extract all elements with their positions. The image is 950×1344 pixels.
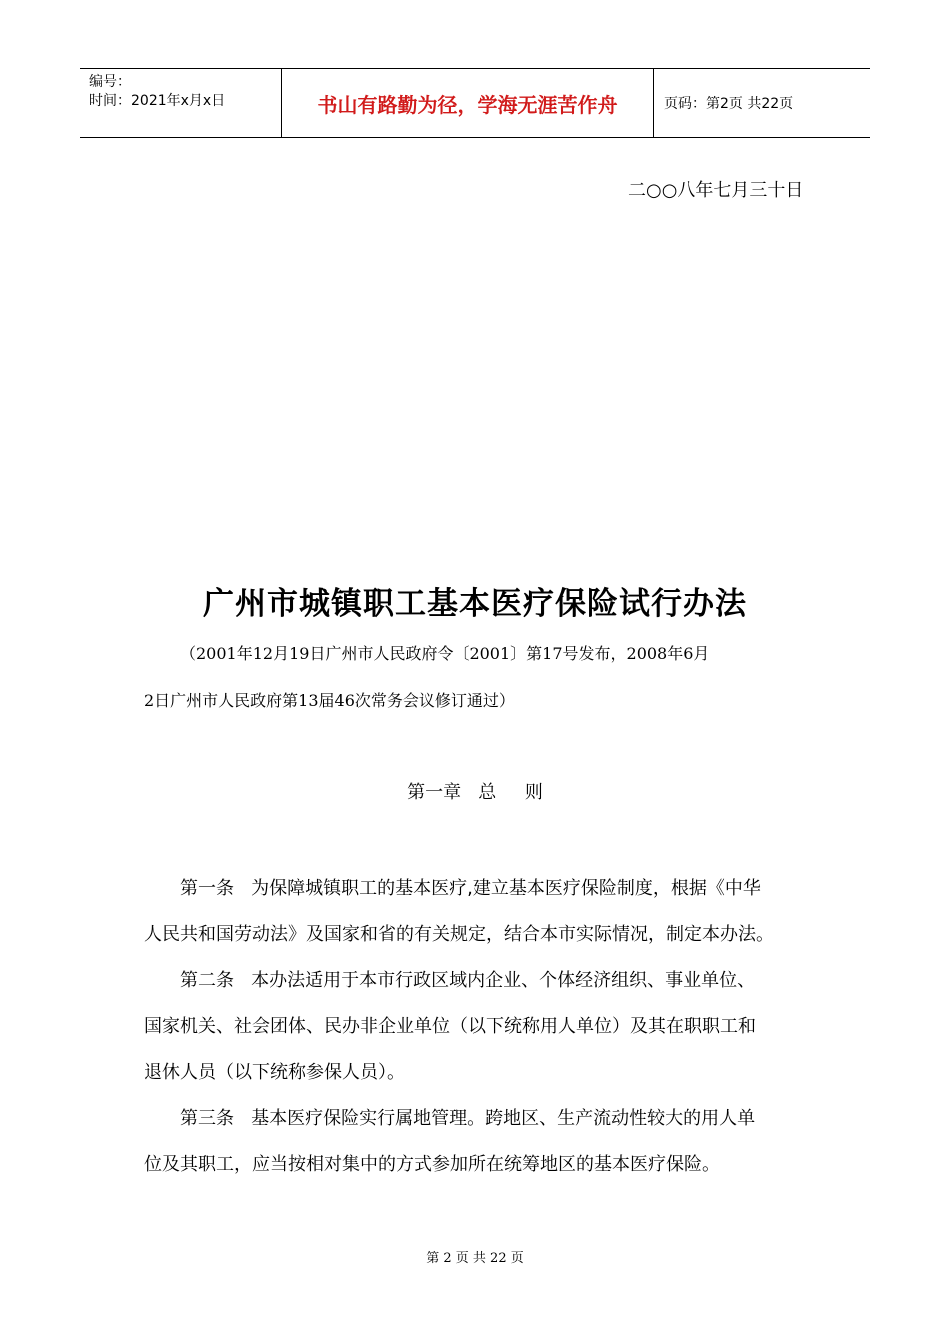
article-2-line-3: 退休人员（以下统称参保人员）。 bbox=[144, 1062, 405, 1083]
document-title: 广州市城镇职工基本医疗保险试行办法 bbox=[203, 586, 747, 622]
header-meta bbox=[80, 69, 282, 137]
time-label: 时间：2021年x月x日 bbox=[89, 93, 226, 109]
publication-note-line-2: 2日广州市人民政府第13届46次常务会议修订通过） bbox=[144, 691, 515, 710]
article-3-line-1: 第三条 基本医疗保险实行属地管理。跨地区、生产流动性较大的用人单 bbox=[180, 1108, 756, 1129]
article-3-line-2: 位及其职工，应当按相对集中的方式参加所在统筹地区的基本医疗保险。 bbox=[144, 1154, 720, 1175]
article-2-line-2: 国家机关、社会团体、民办非企业单位（以下统称用人单位）及其在职职工和 bbox=[144, 1016, 756, 1037]
number-label: 编号： bbox=[89, 74, 131, 90]
publication-note-line-1: （2001年12月19日广州市人民政府令〔2001〕第17号发布，2008年6月 bbox=[180, 644, 710, 663]
header-motto: 书山有路勤为径，学海无涯苦作舟 bbox=[282, 69, 654, 137]
page-footer: 第 2 页 共 22 页 bbox=[426, 1251, 524, 1266]
date-line: 二○○八年七月三十日 bbox=[628, 180, 804, 201]
article-2-line-1: 第二条 本办法适用于本市行政区域内企业、个体经济组织、事业单位、 bbox=[180, 970, 756, 991]
article-1-line-2: 人民共和国劳动法》及国家和省的有关规定，结合本市实际情况，制定本办法。 bbox=[144, 924, 774, 945]
header-page-info: 页码：第2页 共22页 bbox=[664, 96, 794, 112]
chapter-heading: 第一章 总 则 bbox=[407, 782, 543, 803]
page-header bbox=[80, 68, 870, 138]
article-1-line-1: 第一条 为保障城镇职工的基本医疗,建立基本医疗保险制度，根据《中华 bbox=[180, 878, 761, 899]
